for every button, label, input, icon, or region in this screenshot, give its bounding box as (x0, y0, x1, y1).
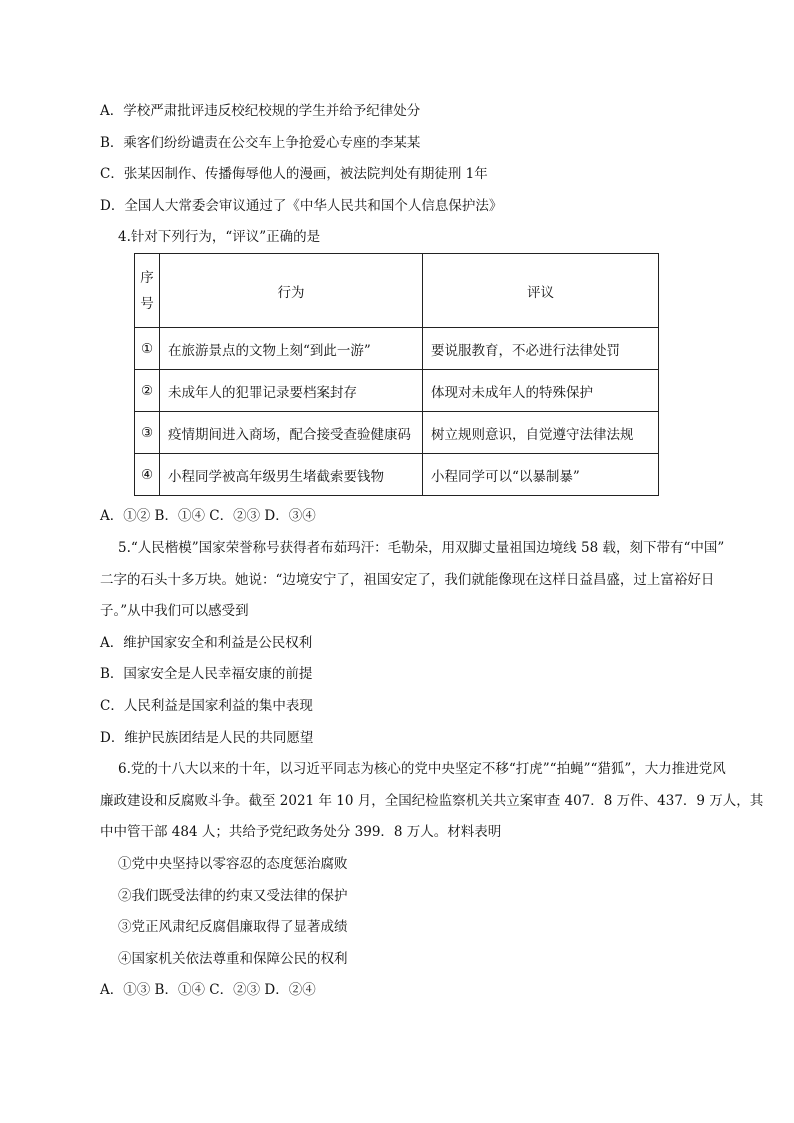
header-behavior: 行为 (160, 254, 423, 328)
header-comment: 评议 (423, 254, 659, 328)
header-seq-top: 序 (140, 269, 154, 286)
q3-option-a: A．学校严肃批评违反校纪校规的学生并给予纪律处分 (100, 103, 421, 119)
q6-statement-1: ①党中央坚持以零容忍的态度惩治腐败 (118, 856, 348, 872)
row-behavior: 未成年人的犯罪记录要档案封存 (160, 370, 423, 412)
q5-option-c: C．人民利益是国家利益的集中表现 (100, 698, 313, 714)
row-number: ④ (135, 454, 160, 496)
q5-option-b: B．国家安全是人民幸福安康的前提 (100, 666, 313, 682)
table-row (135, 412, 659, 454)
row-behavior: 小程同学被高年级男生堵截索要钱物 (160, 454, 423, 496)
row-comment: 要说服教育，不必进行法律处罚 (423, 328, 659, 370)
q5-stem-line-2: 二字的石头十多万块。她说：“边境安宁了，祖国安定了，我们就能像现在这样日益昌盛，过上富裕好日 (100, 572, 715, 588)
q5-stem-line-3: 子。”从中我们可以感受到 (100, 603, 249, 619)
q6-stem-line-3: 中中管干部 484 人；共给予党纪政务处分 399．8 万人。材料表明 (100, 824, 502, 840)
q3-option-d: D．全国人大常委会审议通过了《中华人民共和国个人信息保护法》 (100, 198, 503, 214)
q5-stem-line-1: 5.“人民楷模”国家荣誉称号获得者布茹玛汗：毛勒朵，用双脚丈量祖国边境线 58 载，刻下带有“中国” (118, 540, 725, 556)
table-row (135, 370, 659, 412)
q6-stem-line-1: 6.党的十八大以来的十年，以习近平同志为核心的党中央坚定不移“打虎”“拍蝇”“猎狐”，大力推进党风 (118, 761, 726, 777)
table-header-row (135, 254, 659, 328)
header-seq (135, 254, 160, 328)
row-behavior: 疫情期间进入商场，配合接受查验健康码 (160, 412, 423, 454)
row-number: ③ (135, 412, 160, 454)
row-comment: 树立规则意识，自觉遵守法律法规 (423, 412, 659, 454)
q6-options: A．①③ B．①④ C．②③ D．②④ (100, 982, 316, 998)
q4-stem: 4.针对下列行为，“评议”正确的是 (118, 229, 321, 245)
q6-statement-3: ③党正风肃纪反腐倡廉取得了显著成绩 (118, 919, 348, 935)
row-comment: 小程同学可以“以暴制暴” (423, 454, 659, 496)
header-seq-bottom: 号 (140, 295, 154, 312)
row-number: ① (135, 328, 160, 370)
q5-option-d: D．维护民族团结是人民的共同愿望 (100, 730, 314, 746)
q6-statement-4: ④国家机关依法尊重和保障公民的权利 (118, 951, 348, 967)
q5-option-a: A．维护国家安全和利益是公民权利 (100, 635, 313, 651)
q6-statement-2: ②我们既受法律的约束又受法律的保护 (118, 888, 348, 904)
q3-option-c: C．张某因制作、传播侮辱他人的漫画，被法院判处有期徒刑 1年 (100, 166, 488, 182)
q3-option-b: B．乘客们纷纷谴责在公交车上争抢爱心专座的李某某 (100, 135, 421, 151)
table-row (135, 328, 659, 370)
table-row (135, 454, 659, 496)
q6-stem-line-2: 廉政建设和反腐败斗争。截至 2021 年 10 月，全国纪检监察机关共立案审查 407．8 万件、437．9 万人，其 (100, 793, 764, 809)
row-behavior: 在旅游景点的文物上刻“到此一游” (160, 328, 423, 370)
row-number: ② (135, 370, 160, 412)
q4-options: A．①② B．①④ C．②③ D．③④ (100, 508, 316, 524)
q4-table (134, 253, 659, 496)
row-comment: 体现对未成年人的特殊保护 (423, 370, 659, 412)
